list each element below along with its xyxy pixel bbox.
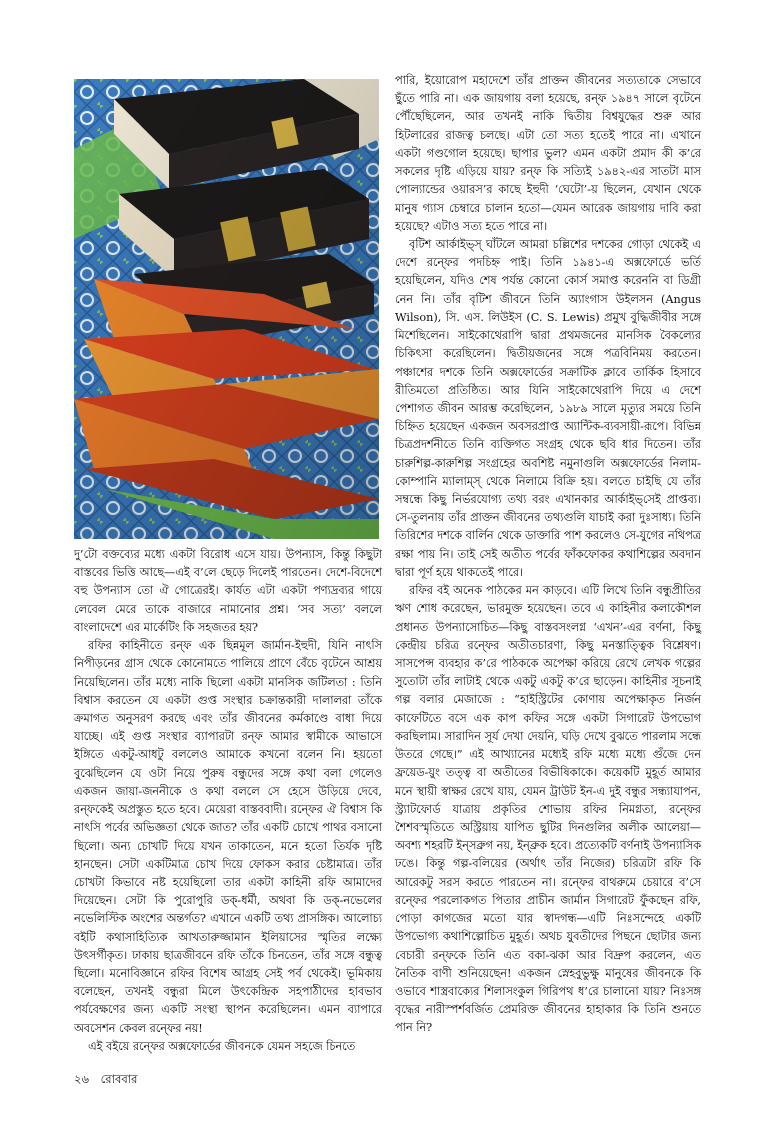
body-paragraph: পারি, ইয়োরোপ মহাদেশে তাঁর প্রাক্তন জীবনের সত্যতাকে সেভাবে ছুঁতে পারি না। এক জায়গায় বলা হয়েছে, রন্ফ ১৯৪৭ সালে বৃটেনে পৌঁছেছিলেন, আর তখনই নাকি দ্বিতীয় বিশ্বযুদ্ধের শুরু আর হিটলারের রাজত্ব চলছে। এটা তো সত্য হতেই পারে না। এখানে একটা গণ্ডগোল হয়েছে। ছাপার ভুল? এমন একটা প্রমাদ কী ক’রে সকলের দৃষ্টি এড়িয়ে যায়? রন্ফ কি সত্যিই ১৯৪২-এর সাতটা মাস পোল্যান্ডের ওয়ারস’র কাছে ইহুদী ‘ঘেটো’-য় ছিলেন, যেখান থেকে মানুষ গ্যাস চেম্বারে চালান হতো—যেমন আরেক জায়গায় দাবি করা হয়েছে? এটাও সত্য হতে পারে না।	[395, 74, 701, 233]
right-text-column	[395, 72, 701, 1038]
page-footer	[74, 1071, 145, 1090]
body-paragraph: এই বইয়ে রন্ফের অক্সফোর্ডের জীবনকে যেমন সহজে চিনতে	[88, 1039, 356, 1053]
body-paragraph: রফির বই অনেক পাঠকের মন কাড়বে। এটি লিখে তিনি বন্ধুপ্রীতির ঋণ শোধ করেছেন, ভারমুক্ত হয়েছেন। তবে এ কাহিনীর কলাকৌশল প্রধানত উপন্যাসোচিত—কিছু বাস্তবসংলগ্ন ‘এখন’-এর বর্ণনা, কিছু কেন্দ্রীয় চরিত্র রন্ফের অতীতচারণা, কিছু মনস্তাত্ত্বিক বিশ্লেষণ। সাসপেন্স ব্যবহার ক’রে পাঠককে অপেক্ষা করিয়ে রেখে লেখক গল্পের সুতোটা তাঁর লাটাই থেকে একটু একটু ক’রে ছাড়েন। কাহিনীর সূচনাই গল্প বলার মেজাজে : “হাইস্ট্রিটের কোণায় অপেক্ষাকৃত নির্জন কাফেটিতে বসে এক কাপ কফির সঙ্গে একটা সিগারেট উপভোগ করছিলাম। সারাদিন সূর্য দেখা দেয়নি, ঘড়ি দেখে বুঝতে পারলাম সন্ধে উতরে গেছে।” এই আখ্যানের মধ্যেই রফি মধ্যে মধ্যে গুঁজে দেন ফ্রয়েড-য়ুং তত্ত্ব বা অতীতের বিভীষিকাকে। কয়েকটি মুহূর্ত আমার মনে স্থায়ী স্বাক্ষর রেখে যায়, যেমন ট্রাউট ইন-এ দুই বন্ধুর সন্ধ্যাযাপন, স্ট্র্যাটফোর্ড যাত্রায় প্রকৃতির শোভায় রফির নিমগ্নতা, রন্ফের শৈশবস্মৃতিতে অস্ট্রিয়ায় যাপিত ছুটির দিনগুলির অলীক আলেয়া—অবশ্য শহরটি ইন্‌সব্রুগ নয়, ইন্‌ব্রুক হবে। প্রত্যেকটি বর্ণনাই উপন্যাসিক ঢঙে। কিন্তু গল্প-বলিয়ের (অর্থাৎ তাঁর নিজের) চরিত্রটা রফি কি আরেকটু সরস করতে পারতেন না। রন্ফের বাথরুমে চেয়ারে ব’সে রন্ফের পরলোকগত পিতার প্রাচীন জার্মান সিগারেট ফুঁকছেন রফি, পোড়া কাগজের মতো যার স্বাদগন্ধ—এটি নিঃসন্দেহে একটি উপভোগ্য কথাশিল্পোচিত মুহূর্ত। অথচ যুবতীদের পিছনে ছোটার জন্য বেচারী রন্ফকে তিনি এত বকা-ঝকা আর বিদ্রুপ করলেন, এত নৈতিক বাণী শুনিয়েছেন! একজন স্নেহবুভুক্ষু মানুষের জীবনকে কি ওভাবে শাস্ত্রবাক্যের শিলাসংকুল গিরিপথ ধ’রে চালানো যায়? নিঃসঙ্গ বৃদ্ধের নারীস্পর্শবর্জিত প্রেমরিক্ত জীবনের হাহাকার কি তিনি শুনতে পান নি?	[395, 584, 701, 1035]
book-stack-photo	[74, 79, 379, 539]
page-number: ২৬	[74, 1072, 89, 1086]
body-paragraph: রফির কাহিনীতে রন্ফ এক ছিন্নমূল জার্মান-ইহুদী, যিনি নাৎসি নিপীড়নের গ্রাস থেকে কোনোমতে পালিয়ে প্রাণে বেঁচে বৃটেনে আশ্রয় নিয়েছিলেন। তাঁর মধ্যে নাকি ছিলো একটা মানসিক জটিলতা : তিনি বিশ্বাস করতেন যে একটা গুপ্ত সংস্থার চক্রান্তকারী দালালরা তাঁকে ক্রমাগত অনুসরণ করছে এবং তাঁর জীবনের কর্মকাণ্ডে বাধা দিয়ে যাচ্ছে। এই গুপ্ত সংস্থার ব্যাপারটা রন্ফ আমার স্বামীকে আভাসে ইঙ্গিতে একটু-আধটু বললেও আমাকে কখনো বলেন নি। হয়তো বুঝেছিলেন যে ওটা নিয়ে পুরুষ বন্ধুদের সঙ্গে কথা বলা গেলেও একজন জায়া-জননীকে ও কথা বললে সে হেসে উড়িয়ে দেবে, রন্ফকেই অপ্রস্তুত হতে হবে। মেয়েরা বাস্তববাদী। রন্ফের ঐ বিশ্বাস কি নাৎসি পর্বের অভিজ্ঞতা থেকে জাত? তাঁর একটি চোখে পাথর বসানো ছিলো। অন্য চোখটি দিয়ে যখন তাকাতেন, মনে হতো তির্যক দৃষ্টি হানছেন। সেটা একটিমাত্র চোখ দিয়ে ফোকস করার চেষ্টামাত্র। তাঁর চোখটা কিভাবে নষ্ট হয়েছিলো তার একটা কাহিনী রফি আমাদের দিয়েছেন। সেটা কি পুরোপুরি ডক্-ধর্মী, অথবা কি ডক্-নভেলের নভেলিস্টিক অংশের অন্তর্গত? এখানে একটি তথ্য প্রাসঙ্গিক। আলোচ্য বইটি কথাসাহিত্যিক আখতারুজ্জামান ইলিয়াসের স্মৃতির লক্ষ্যে উৎসর্গীকৃত। ঢাকায় ছাত্রজীবনে রফি তাঁকে চিনতেন, তাঁর সঙ্গে বন্ধুত্ব ছিলো। মনোবিজ্ঞানে রফির বিশেষ আগ্রহ সেই পর্ব থেকেই। ভূমিকায় বলেছেন, তখনই বন্ধুরা মিলে উৎকেন্দ্রিক সহপাঠীদের হাবভাব পর্যবেক্ষণের জন্য একটি সংস্থা স্থাপন করেছিলেন। এমন ব্যাপারে অবসেশন কেবল রন্ফের নয়!	[74, 639, 382, 1035]
left-text-column	[74, 546, 382, 1056]
body-paragraph: বৃটিশ আর্কাইভ্‌স্ ঘাঁটলে আমরা চল্লিশের দশকের গোড়া থেকেই এ দেশে রন্ফের পদচিহ্ন পাই। তিনি ১৯৪১-এ অক্সফোর্ডে ভর্তি হয়েছিলেন, যদিও শেষ পর্যন্ত কোনো কোর্স সমাপ্ত করেননি বা ডিগ্রী নেন নি। তাঁর বৃটিশ জীবনে তিনি অ্যাংগাস উইলসন (Angus Wilson), সি. এস. লিউইস (C. S. Lewis) প্রমুখ বুদ্ধিজীবীর সঙ্গে মিশেছিলেন। সাইকোথেরাপি দ্বারা প্রথমজনের মানসিক বৈকল্যের চিকিৎসা করেছিলেন। দ্বিতীয়জনের সঙ্গে পত্রবিনিময় করতেন। পঞ্চাশের দশকে তিনি অক্সফোর্ডের সক্রাটিক ক্লাবে তার্কিক হিসাবে রীতিমতো প্রতিষ্ঠিত। আর যিনি সাইকোথেরাপি দিয়ে এ দেশে পেশাগত জীবন আরম্ভ করেছিলেন, ১৯৮৯ সালে মৃত্যুর সময়ে তিনি চিহ্নিত হয়েছেন একজন অবসরপ্রাপ্ত অ্যান্টিক-ব্যবসায়ী-রূপে। বিভিন্ন চিত্রপ্রদর্শনীতে তিনি ব্যক্তিগত সংগ্রহ থেকে ছবি ধার দিতেন। তাঁর চারুশিল্প-কারুশিল্প সংগ্রহের অবশিষ্ট নমুনাগুলি অক্সফোর্ডের নিলাম-কোম্পানি ম্যালাম্‌স্ থেকে নিলামে বিক্রি হয়। বলতে চাইছি যে তাঁর সম্বন্ধে কিছু নির্ভরযোগ্য তথ্য বরং এখানকার আর্কাইভ্‌সেই প্রাপ্তব্য। সে-তুলনায় তাঁর প্রাক্তন জীবনের তথ্যগুলি যাচাই করা দুঃসাধ্য। তিনি তিরিশের দশকে বার্লিন থেকে ডাক্তারি পাশ করলেও সে-যুগের নথিপত্র রক্ষা পায় নি। তাই সেই অতীত পর্বের ফাঁকফোকর কথাশিল্পের অবদান দ্বারা পূর্ণ হয়ে থাকতেই পারে।	[395, 237, 701, 579]
magazine-name: রোববার	[100, 1072, 138, 1086]
body-paragraph: দু’টো বক্তব্যের মধ্যে একটা বিরোধ এসে যায়। উপন্যাস, কিন্তু কিছুটা বাস্তবের ভিত্তি আছে—এই ব’লে ছেড়ে দিলেই পারতেন। দেশে-বিদেশে বহু উপন্যাস তো ঐ গোত্রেরই। কার্যত এটা একটা পণ্যদ্রব্যর গায়ে লেবেল মেরে তাকে বাজারে নামানোর প্রশ্ন। ‘সব সত্য’ বললে বাংলাদেশে এর মার্কেটিং কি সহজতর হয়?	[74, 548, 382, 634]
